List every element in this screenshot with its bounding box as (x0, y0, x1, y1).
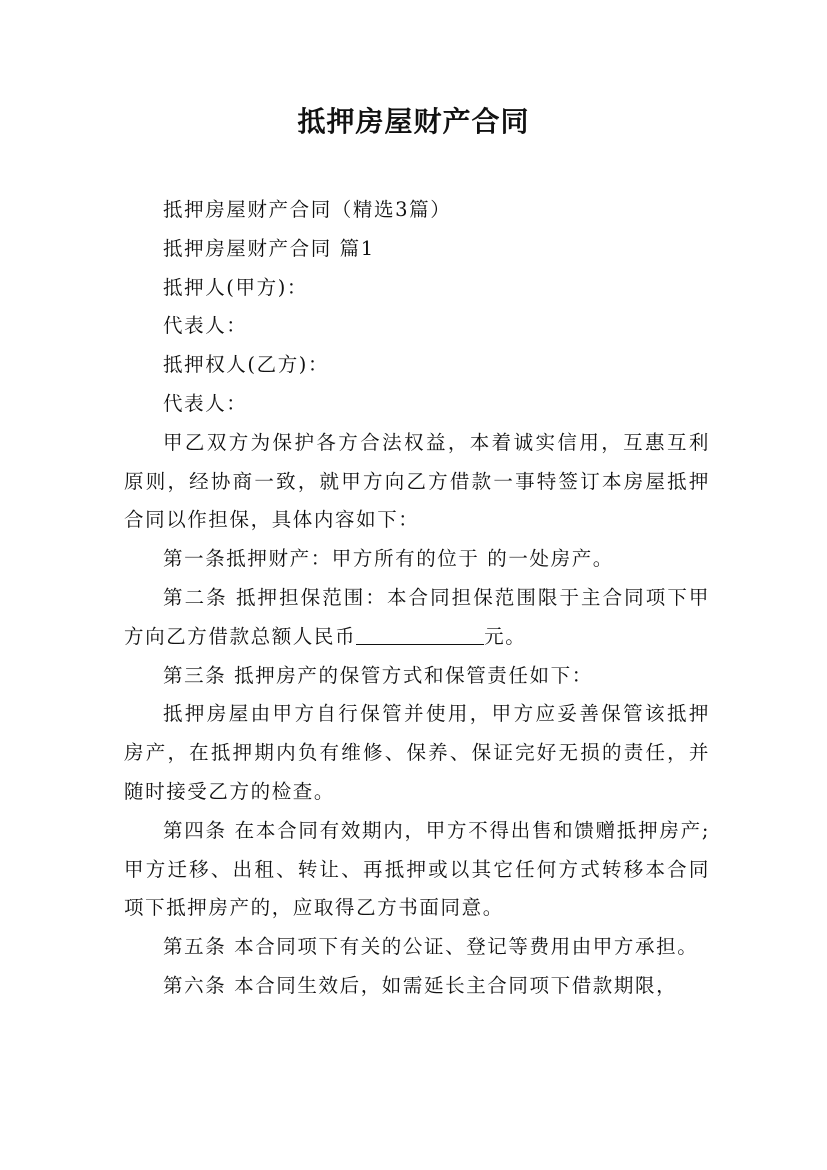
clause-2-suffix: 元。 (484, 624, 527, 648)
paragraph-clause-1: 第一条抵押财产：甲方所有的位于 的一处房产。 (163, 547, 614, 571)
paragraph-subtitle: 抵押房屋财产合同（精选3篇） (163, 198, 452, 221)
paragraph-mortgagee-representative: 代表人： (163, 391, 248, 415)
paragraph-section-heading: 抵押房屋财产合同 篇1 (163, 236, 375, 260)
paragraph-mortgagee: 抵押权人(乙方)： (163, 353, 330, 377)
clause-2-text: 第二条 抵押担保范围：本合同担保范围限于主合同项下甲方向乙方借款总额人民币 (124, 585, 710, 648)
paragraph-clause-5: 第五条 本合同项下有关的公证、登记等费用由甲方承担。 (163, 935, 699, 959)
paragraph-preamble: 甲乙双方为保护各方合法权益，本着诚实信用，互惠互利原则，经协商一致，就甲方向乙方借款一事特签订本房屋抵押合同以作担保，具体内容如下： (124, 430, 710, 532)
paragraph-mortgagor-representative: 代表人： (163, 314, 248, 338)
paragraph-clause-2 (124, 579, 710, 657)
paragraph-clause-3: 第三条 抵押房产的保管方式和保管责任如下： (163, 663, 593, 687)
paragraph-mortgagor: 抵押人(甲方)： (163, 275, 309, 299)
amount-blank-line (356, 624, 484, 645)
document-title: 抵押房屋财产合同 (297, 105, 530, 138)
paragraph-clause-6: 第六条 本合同生效后，如需延长主合同项下借款期限， (163, 973, 678, 997)
paragraph-clause-3-detail: 抵押房屋由甲方自行保管并使用，甲方应妥善保管该抵押房产，在抵押期内负有维修、保养、保证完好无损的责任，并随时接受乙方的检查。 (124, 702, 710, 803)
paragraph-clause-4: 第四条 在本合同有效期内，甲方不得出售和馈赠抵押房产;甲方迁移、出租、转让、再抵押或以其它任何方式转移本合同项下抵押房产的，应取得乙方书面同意。 (124, 818, 710, 920)
document-body (124, 191, 710, 1006)
